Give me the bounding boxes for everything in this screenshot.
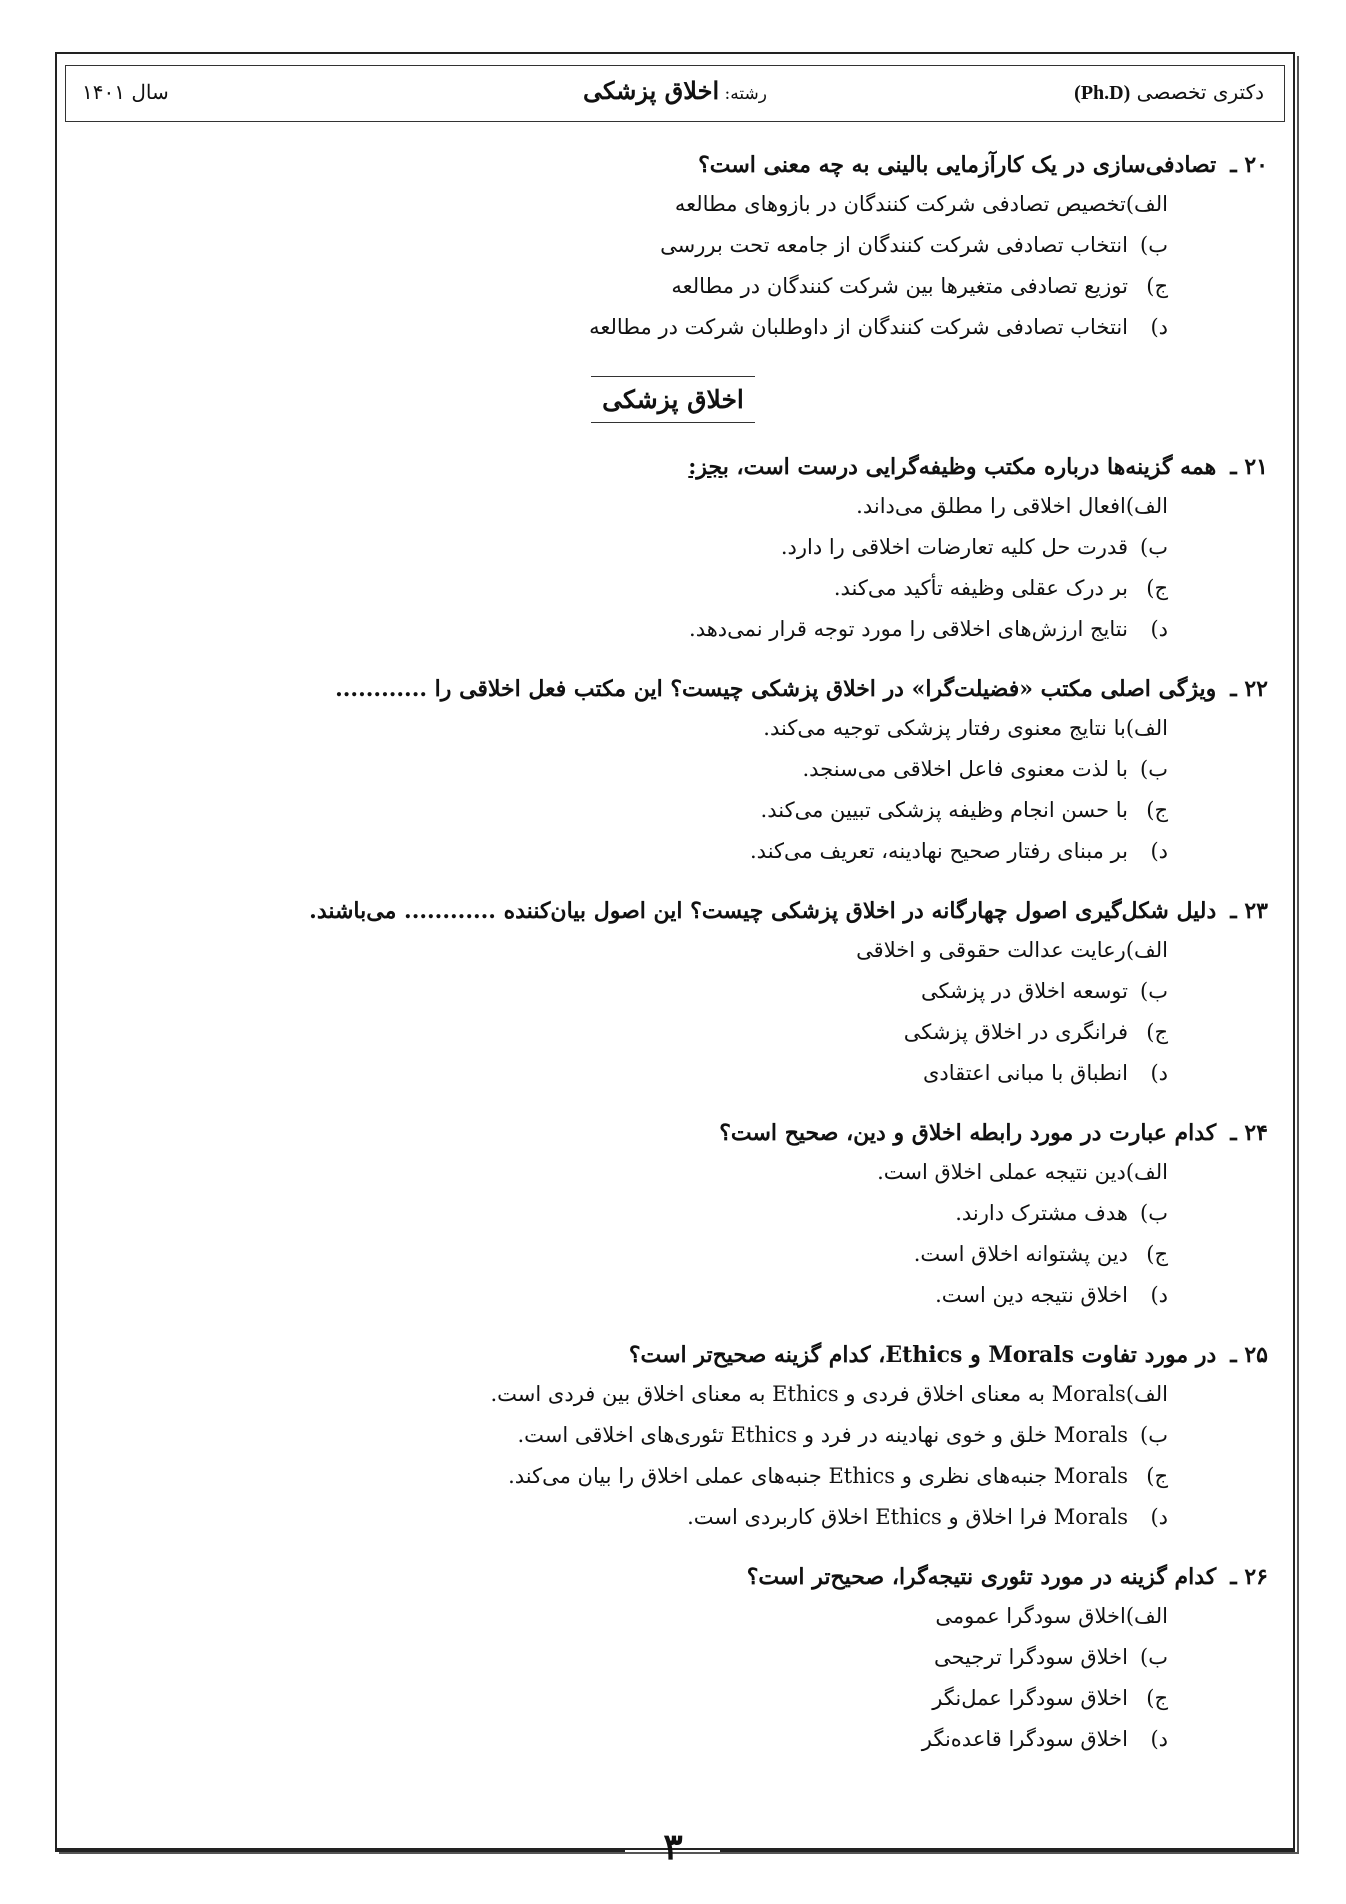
question-number: ۲۰ ـ: [1230, 152, 1268, 178]
degree-label: دکتری تخصصی (Ph.D): [1074, 80, 1264, 104]
option-c[interactable]: ج)بر درک عقلی وظیفه تأکید می‌کند.: [833, 576, 1168, 600]
question-text: در مورد تفاوت Morals و Ethics، کدام گزینه صحیح‌تر است؟: [628, 1342, 1217, 1368]
question-number: ۲۳ ـ: [1230, 898, 1268, 924]
option-d[interactable]: د)بر مبنای رفتار صحیح نهادینه، تعریف می‌کند.: [750, 839, 1168, 863]
option-c[interactable]: ج)اخلاق سودگرا عمل‌نگر: [932, 1686, 1168, 1710]
question-text: کدام عبارت در مورد رابطه اخلاق و دین، صحیح است؟: [719, 1120, 1217, 1146]
exam-header: [65, 65, 1285, 122]
option-c[interactable]: ج)دین پشتوانه اخلاق است.: [913, 1242, 1168, 1266]
option-a[interactable]: الف)با نتایج معنوی رفتار پزشکی توجیه می‌کند.: [763, 716, 1168, 740]
footer-divider-right: [720, 1850, 1295, 1852]
option-d[interactable]: د)انطباق با مبانی اعتقادی: [922, 1061, 1168, 1085]
question-number: ۲۴ ـ: [1230, 1120, 1268, 1146]
question-number: ۲۲ ـ: [1230, 676, 1268, 702]
question-text: ویژگی اصلی مکتب «فضیلت‌گرا» در اخلاق پزشکی چیست؟ این مکتب فعل اخلاقی را ............: [335, 676, 1217, 702]
option-b[interactable]: ب)Morals خلق و خوی نهادینه در فرد و Ethics تئوری‌های اخلاقی است.: [517, 1423, 1168, 1447]
option-c[interactable]: ج)توزیع تصادفی متغیرها بین شرکت کنندگان در مطالعه: [671, 274, 1168, 298]
question-number: ۲۵ ـ: [1230, 1342, 1268, 1368]
option-c[interactable]: ج)Morals جنبه‌های نظری و Ethics جنبه‌های عملی اخلاق را بیان می‌کند.: [508, 1464, 1168, 1488]
question-number: ۲۶ ـ: [1230, 1564, 1268, 1590]
option-c[interactable]: ج)با حسن انجام وظیفه پزشکی تبیین می‌کند.: [760, 798, 1168, 822]
question-22: [118, 674, 1268, 872]
question-number: ۲۱ ـ: [1230, 454, 1268, 480]
question-25: [118, 1340, 1268, 1538]
exam-year: سال ۱۴۰۱: [82, 80, 169, 104]
option-d[interactable]: د)نتایج ارزش‌های اخلاقی را مورد توجه قرار نمی‌دهد.: [689, 617, 1168, 641]
option-b[interactable]: ب)با لذت معنوی فاعل اخلاقی می‌سنجد.: [802, 757, 1168, 781]
option-d[interactable]: د)Morals فرا اخلاق و Ethics اخلاق کاربردی است.: [687, 1505, 1168, 1529]
question-21: [118, 452, 1268, 650]
question-text: تصادفی‌سازی در یک کارآزمایی بالینی به چه معنی است؟: [698, 152, 1217, 178]
option-c[interactable]: ج)فرانگری در اخلاق پزشکی: [903, 1020, 1168, 1044]
option-b[interactable]: ب)قدرت حل کلیه تعارضات اخلاقی را دارد.: [780, 535, 1168, 559]
question-text: همه گزینه‌ها درباره مکتب وظیفه‌گرایی درست است،: [736, 454, 1217, 480]
section-title: اخلاق پزشکی: [591, 376, 755, 423]
option-a[interactable]: الف)افعال اخلاقی را مطلق می‌داند.: [856, 494, 1168, 518]
footer-divider-left: [55, 1850, 625, 1852]
option-b[interactable]: ب)انتخاب تصادفی شرکت کنندگان از جامعه تحت بررسی: [660, 233, 1168, 257]
page-number: ۳: [663, 1826, 683, 1868]
option-b[interactable]: ب)هدف مشترک دارند.: [955, 1201, 1168, 1225]
option-d[interactable]: د)اخلاق سودگرا قاعده‌نگر: [921, 1727, 1168, 1751]
question-20: [118, 150, 1268, 348]
option-b[interactable]: ب)اخلاق سودگرا ترجیحی: [933, 1645, 1168, 1669]
question-26: [118, 1562, 1268, 1760]
option-a[interactable]: الف)دین نتیجه عملی اخلاق است.: [877, 1160, 1168, 1184]
question-text-underlined: بجز:: [688, 454, 729, 480]
option-a[interactable]: الف)تخصیص تصادفی شرکت کنندگان در بازوهای مطالعه: [674, 192, 1168, 216]
question-text: دلیل شکل‌گیری اصول چهارگانه در اخلاق پزشکی چیست؟ این اصول بیان‌کننده ............ می‌باشند.: [309, 898, 1217, 924]
option-d[interactable]: د)انتخاب تصادفی شرکت کنندگان از داوطلبان شرکت در مطالعه: [589, 315, 1168, 339]
option-b[interactable]: ب)توسعه اخلاق در پزشکی: [921, 979, 1168, 1003]
question-text: کدام گزینه در مورد تئوری نتیجه‌گرا، صحیح‌تر است؟: [746, 1564, 1217, 1590]
option-a[interactable]: الف)رعایت عدالت حقوقی و اخلاقی: [856, 938, 1168, 962]
option-d[interactable]: د)اخلاق نتیجه دین است.: [935, 1283, 1168, 1307]
field-value: اخلاق پزشکی: [583, 76, 720, 105]
field-label: رشته: اخلاق پزشکی: [583, 76, 767, 105]
question-24: [118, 1118, 1268, 1316]
option-a[interactable]: الف)Morals به معنای اخلاق فردی و Ethics به معنای اخلاق بین فردی است.: [490, 1382, 1168, 1406]
question-23: [118, 896, 1268, 1094]
option-a[interactable]: الف)اخلاق سودگرا عمومی: [935, 1604, 1168, 1628]
